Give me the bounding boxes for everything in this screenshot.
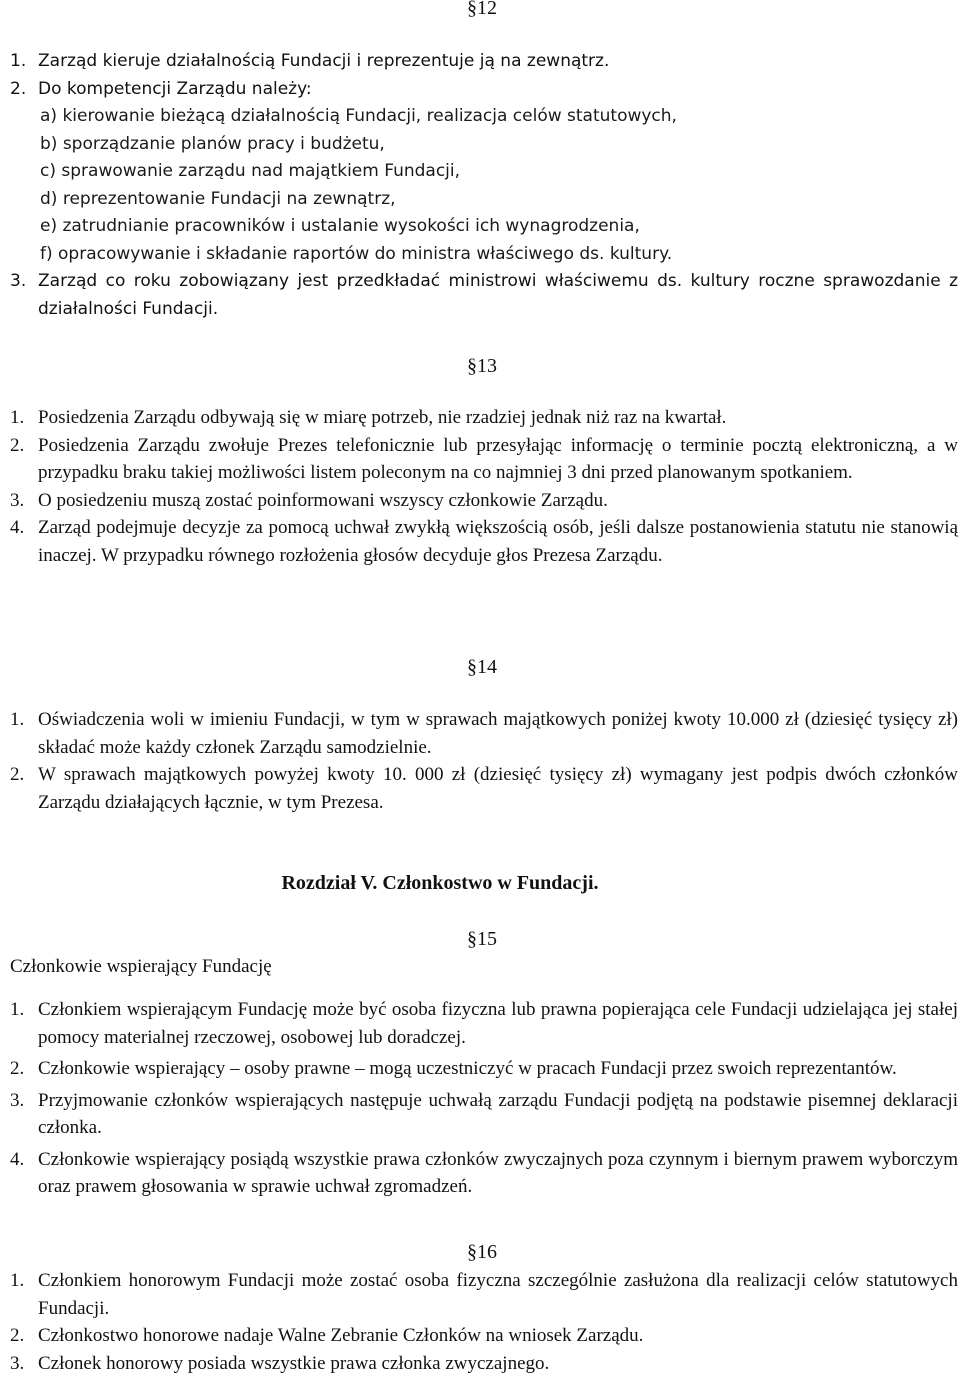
list-item: 3. Przyjmowanie członków wspierających następuje uchwałą zarządu Fundacji podjętą na podstawie pisemnej deklaracji członka. [10,1089,958,1138]
section-15-title: §15 [467,928,497,950]
section-16-list [10,1267,958,1377]
section-14-title: §14 [467,656,497,678]
section-15-list [10,996,958,1201]
list-item: 3. Członek honorowy posiada wszystkie prawa członka zwyczajnego. [10,1352,550,1374]
list-item: 1. Oświadczenia woli w imieniu Fundacji, w tym w sprawach majątkowych poniżej kwoty 10.000 zł (dziesięć tysięcy zł) składać może każdy członek Zarządu samodzielnie. [10,709,958,758]
list-item: 1. Posiedzenia Zarządu odbywają się w miarę potrzeb, nie rzadziej jednak niż raz na kwartał. [10,407,727,428]
list-item: 2. Członkostwo honorowe nadaje Walne Zebranie Członków na wniosek Zarządu. [10,1325,644,1346]
section-16-title: §16 [467,1241,497,1263]
list-item: 2. W sprawach majątkowych powyżej kwoty 10. 000 zł (dziesięć tysięcy zł) wymagany jest podpis dwóch członków Zarządu działających łącznie, w tym Prezesa. [10,764,958,813]
section-12-title: §12 [467,0,497,19]
sub-item: a) kierowanie bieżącą działalnością Fundacji, realizacja celów statutowych, [40,106,677,126]
list-item: 3. O posiedzeniu muszą zostać poinformowani wszyscy członkowie Zarządu. [10,489,608,511]
section-13-title: §13 [467,355,497,377]
section-13-list [10,404,958,569]
list-item: 2. Do kompetencji Zarządu należy: [10,78,312,99]
list-item: 3. Zarząd co roku zobowiązany jest przedkładać ministrowi właściwemu ds. kultury roczne sprawozdanie z działalności Fundacji. [10,271,958,319]
chapter-title: Rozdział V. Członkostwo w Fundacji. [281,872,599,894]
list-item: 4. Członkowie wspierający posiądą wszystkie prawa członków zwyczajnych poza czynnym i biernym prawem wyborczym oraz prawem głosowania w sprawie uchwał zgromadzeń. [10,1148,958,1197]
list-item: 2. Posiedzenia Zarządu zwołuje Prezes telefonicznie lub przesyłając informację o terminie pocztą elektroniczną, a w przypadku braku takiej możliwości listem poleconym na co najmniej 3 dni przed planowanym spotkaniem. [10,434,958,483]
sub-item: e) zatrudnianie pracowników i ustalanie wysokości ich wynagrodzenia, [40,216,640,236]
section-15-heading: Członkowie wspierający Fundację [10,956,272,977]
list-item: 2. Członkowie wspierający – osoby prawne – mogą uczestniczyć w pracach Fundacji przez swoich reprezentantów. [10,1058,897,1079]
section-12-list [10,48,958,323]
sub-item: f) opracowywanie i składanie raportów do ministra właściwego ds. kultury. [40,243,673,264]
list-item: 4. Zarząd podejmuje decyzje za pomocą uchwał zwykłą większością osób, jeśli dalsze postanowienia statutu nie stanowią inaczej. W przypadku równego rozłożenia głosów decyduje głos Prezesa Zarządu. [10,517,958,566]
list-item: 1. Zarząd kieruje działalnością Fundacji i reprezentuje ją na zewnątrz. [10,51,610,71]
sub-item: d) reprezentowanie Fundacji na zewnątrz, [40,188,396,209]
list-item: 1. Członkiem wspierającym Fundację może być osoba fizyczna lub prawna popierająca cele Fundacji udzielająca jej stałej pomocy materialnej rzeczowej, osobowej lub doradczej. [10,999,958,1048]
sub-item: b) sporządzanie planów pracy i budżetu, [40,133,385,154]
list-item: 1. Członkiem honorowym Fundacji może zostać osoba fizyczna szczególnie zasłużona dla realizacji celów statutowych Fundacji. [10,1270,958,1319]
section-14-list [10,706,958,816]
sub-item: c) sprawowanie zarządu nad majątkiem Fundacji, [40,161,461,181]
